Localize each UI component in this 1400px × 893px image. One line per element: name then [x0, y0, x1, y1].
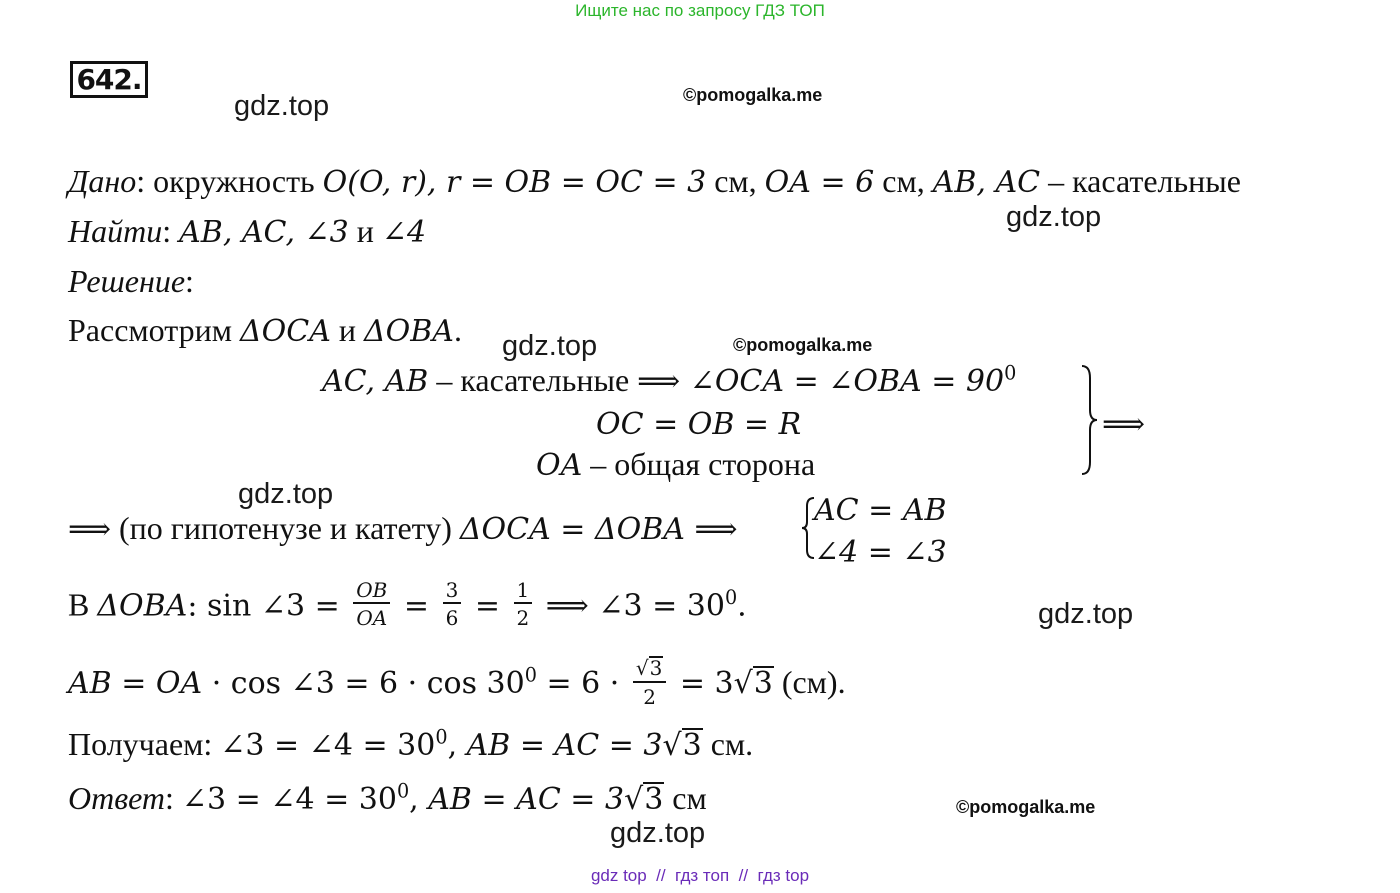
ab-rest: = 3 — [670, 665, 734, 701]
result-math: ∠3 = ∠4 = 30 — [220, 728, 436, 763]
result-math: AB = AC = 3 — [466, 728, 663, 763]
watermark-gdz: gdz.top — [1006, 201, 1102, 233]
system-math: AC, AB — [322, 364, 429, 399]
brace-math: AC = AB — [814, 493, 947, 528]
system-text: – общая сторона — [582, 446, 816, 482]
comma: , — [409, 782, 429, 817]
implies-symbol: ⟹ — [1102, 407, 1146, 442]
sqrt-symbol: √3 — [635, 656, 663, 680]
given-text: – касательные — [1040, 163, 1241, 199]
watermark-gdz: gdz.top — [502, 330, 598, 362]
find-math: AB, AC, ∠3 — [179, 215, 349, 250]
solution-colon: : — [185, 263, 194, 299]
degree-sup: 0 — [435, 725, 448, 749]
degree-sup: 0 — [724, 585, 738, 609]
watermark-pomogalka: ©pomogalka.me — [733, 335, 873, 355]
radicand: 3 — [753, 665, 773, 701]
result-line — [68, 725, 753, 765]
given-unit: см, — [874, 163, 933, 199]
congruence-text: (по гипотенузе и катету) — [111, 510, 460, 546]
solution-label: Решение — [68, 263, 186, 299]
radicand: 3 — [649, 656, 663, 680]
fraction-1-2 — [514, 580, 533, 628]
fraction-numerator: 3 — [443, 580, 462, 604]
system-row-1 — [322, 361, 1016, 401]
given-text: : окружность — [136, 163, 323, 199]
system-math: OC = OB = R — [596, 407, 802, 442]
task-number: 642. — [70, 61, 148, 98]
result-unit: см. — [702, 726, 754, 762]
sin-math: ΔOBA — [97, 588, 188, 624]
watermark-gdz: gdz.top — [610, 817, 706, 849]
watermark-gdz: gdz.top — [238, 478, 334, 510]
find-line — [68, 212, 426, 252]
fraction-sqrt3-2 — [633, 656, 666, 707]
bottom-link-gdz-top-mixed[interactable]: гдз top — [757, 866, 810, 885]
brace-row-1 — [814, 490, 947, 530]
consider-dot: . — [453, 312, 462, 348]
watermark-pomogalka: ©pomogalka.me — [683, 85, 823, 105]
answer-line — [68, 779, 707, 819]
given-math: O(O, r), r = OB = OC = 3 — [322, 165, 707, 200]
congruence-math: ΔOCA = ΔOBA ⟹ — [459, 512, 738, 547]
ab-line — [68, 656, 846, 711]
bottom-separator: // — [729, 866, 758, 885]
watermark-gdz: gdz.top — [234, 90, 330, 122]
sqrt-symbol: √3 — [624, 782, 664, 817]
find-and: и — [348, 213, 382, 249]
find-label: Найти — [68, 213, 163, 249]
given-unit: см, — [706, 163, 765, 199]
fraction-denominator: 6 — [445, 606, 459, 630]
arrow: ⟹ — [68, 512, 112, 547]
sin-text: В — [68, 586, 98, 623]
bottom-link-gdz-top[interactable]: gdz top — [590, 866, 647, 885]
right-brace — [1080, 364, 1100, 476]
answer-math: ∠3 = ∠4 = 30 — [181, 782, 397, 817]
fraction-denominator: OA — [356, 606, 388, 630]
given-label: Дано — [68, 163, 137, 199]
system-row-2 — [596, 404, 801, 444]
system-text: – касательные — [428, 362, 638, 398]
system-row-3 — [536, 445, 815, 485]
answer-colon: : — [165, 780, 182, 816]
fraction-3-6 — [443, 580, 462, 628]
fraction-ob-oa — [353, 580, 390, 628]
given-math: OA = 6 — [764, 165, 875, 200]
given-math: AB, AC — [932, 165, 1041, 200]
result-text: Получаем: — [68, 726, 221, 762]
sqrt-symbol: √3 — [733, 665, 773, 701]
given-line — [68, 162, 1241, 202]
bottom-link-gdz-top-ru[interactable]: гдз топ — [675, 866, 730, 885]
bottom-links — [0, 866, 1400, 886]
degree-sup: 0 — [1004, 361, 1017, 385]
ab-unit: (см). — [773, 663, 846, 700]
sin-line — [68, 578, 747, 632]
ab-rest: = 6 · — [536, 665, 629, 701]
watermark-pomogalka: ©pomogalka.me — [956, 797, 1096, 817]
ab-math: AB = OA — [68, 665, 203, 701]
sqrt-symbol: √3 — [662, 728, 702, 763]
system-math: ⟹ ∠OCA = ∠OBA = 90 — [637, 364, 1005, 399]
fraction-denominator: 2 — [643, 685, 656, 709]
sin-tail: ⟹ ∠3 = 30 — [536, 588, 725, 624]
consider-text: Рассмотрим — [68, 312, 240, 348]
fraction-numerator: 1 — [514, 580, 533, 604]
solution-heading — [68, 262, 194, 300]
consider-and: и — [330, 312, 364, 348]
implies-arrow — [1102, 404, 1145, 444]
consider-math: ΔOCA — [239, 314, 331, 349]
equals: = — [394, 588, 439, 624]
congruence-line — [68, 509, 737, 549]
fraction-numerator: OB — [353, 580, 390, 604]
radicand: 3 — [682, 728, 702, 763]
ab-rest: · cos ∠3 = 6 · cos 30 — [202, 665, 525, 701]
sin-colon: : sin ∠3 = — [187, 588, 350, 624]
degree-sup: 0 — [396, 779, 410, 803]
brace-math: ∠4 = ∠3 — [814, 535, 947, 570]
fraction-numerator — [633, 656, 666, 683]
watermark-gdz: gdz.top — [1038, 598, 1134, 630]
top-banner[interactable]: Ищите нас по запросу ГДЗ ТОП — [575, 1, 825, 20]
consider-line — [68, 311, 462, 351]
answer-math: AB = AC = 3 — [428, 782, 625, 817]
fraction-denominator: 2 — [516, 606, 530, 630]
find-math: ∠4 — [381, 215, 427, 250]
degree-sup: 0 — [524, 663, 537, 687]
radicand: 3 — [644, 782, 664, 817]
bottom-separator: // — [646, 866, 676, 885]
consider-math: ΔOBA — [364, 314, 454, 349]
comma: , — [447, 728, 467, 763]
equals: = — [465, 588, 510, 624]
system-math: OA — [536, 448, 583, 483]
dot: . — [737, 588, 747, 624]
answer-label: Ответ — [68, 780, 165, 816]
answer-unit: см — [664, 780, 707, 816]
find-colon: : — [162, 213, 180, 249]
brace-row-2 — [814, 532, 947, 572]
